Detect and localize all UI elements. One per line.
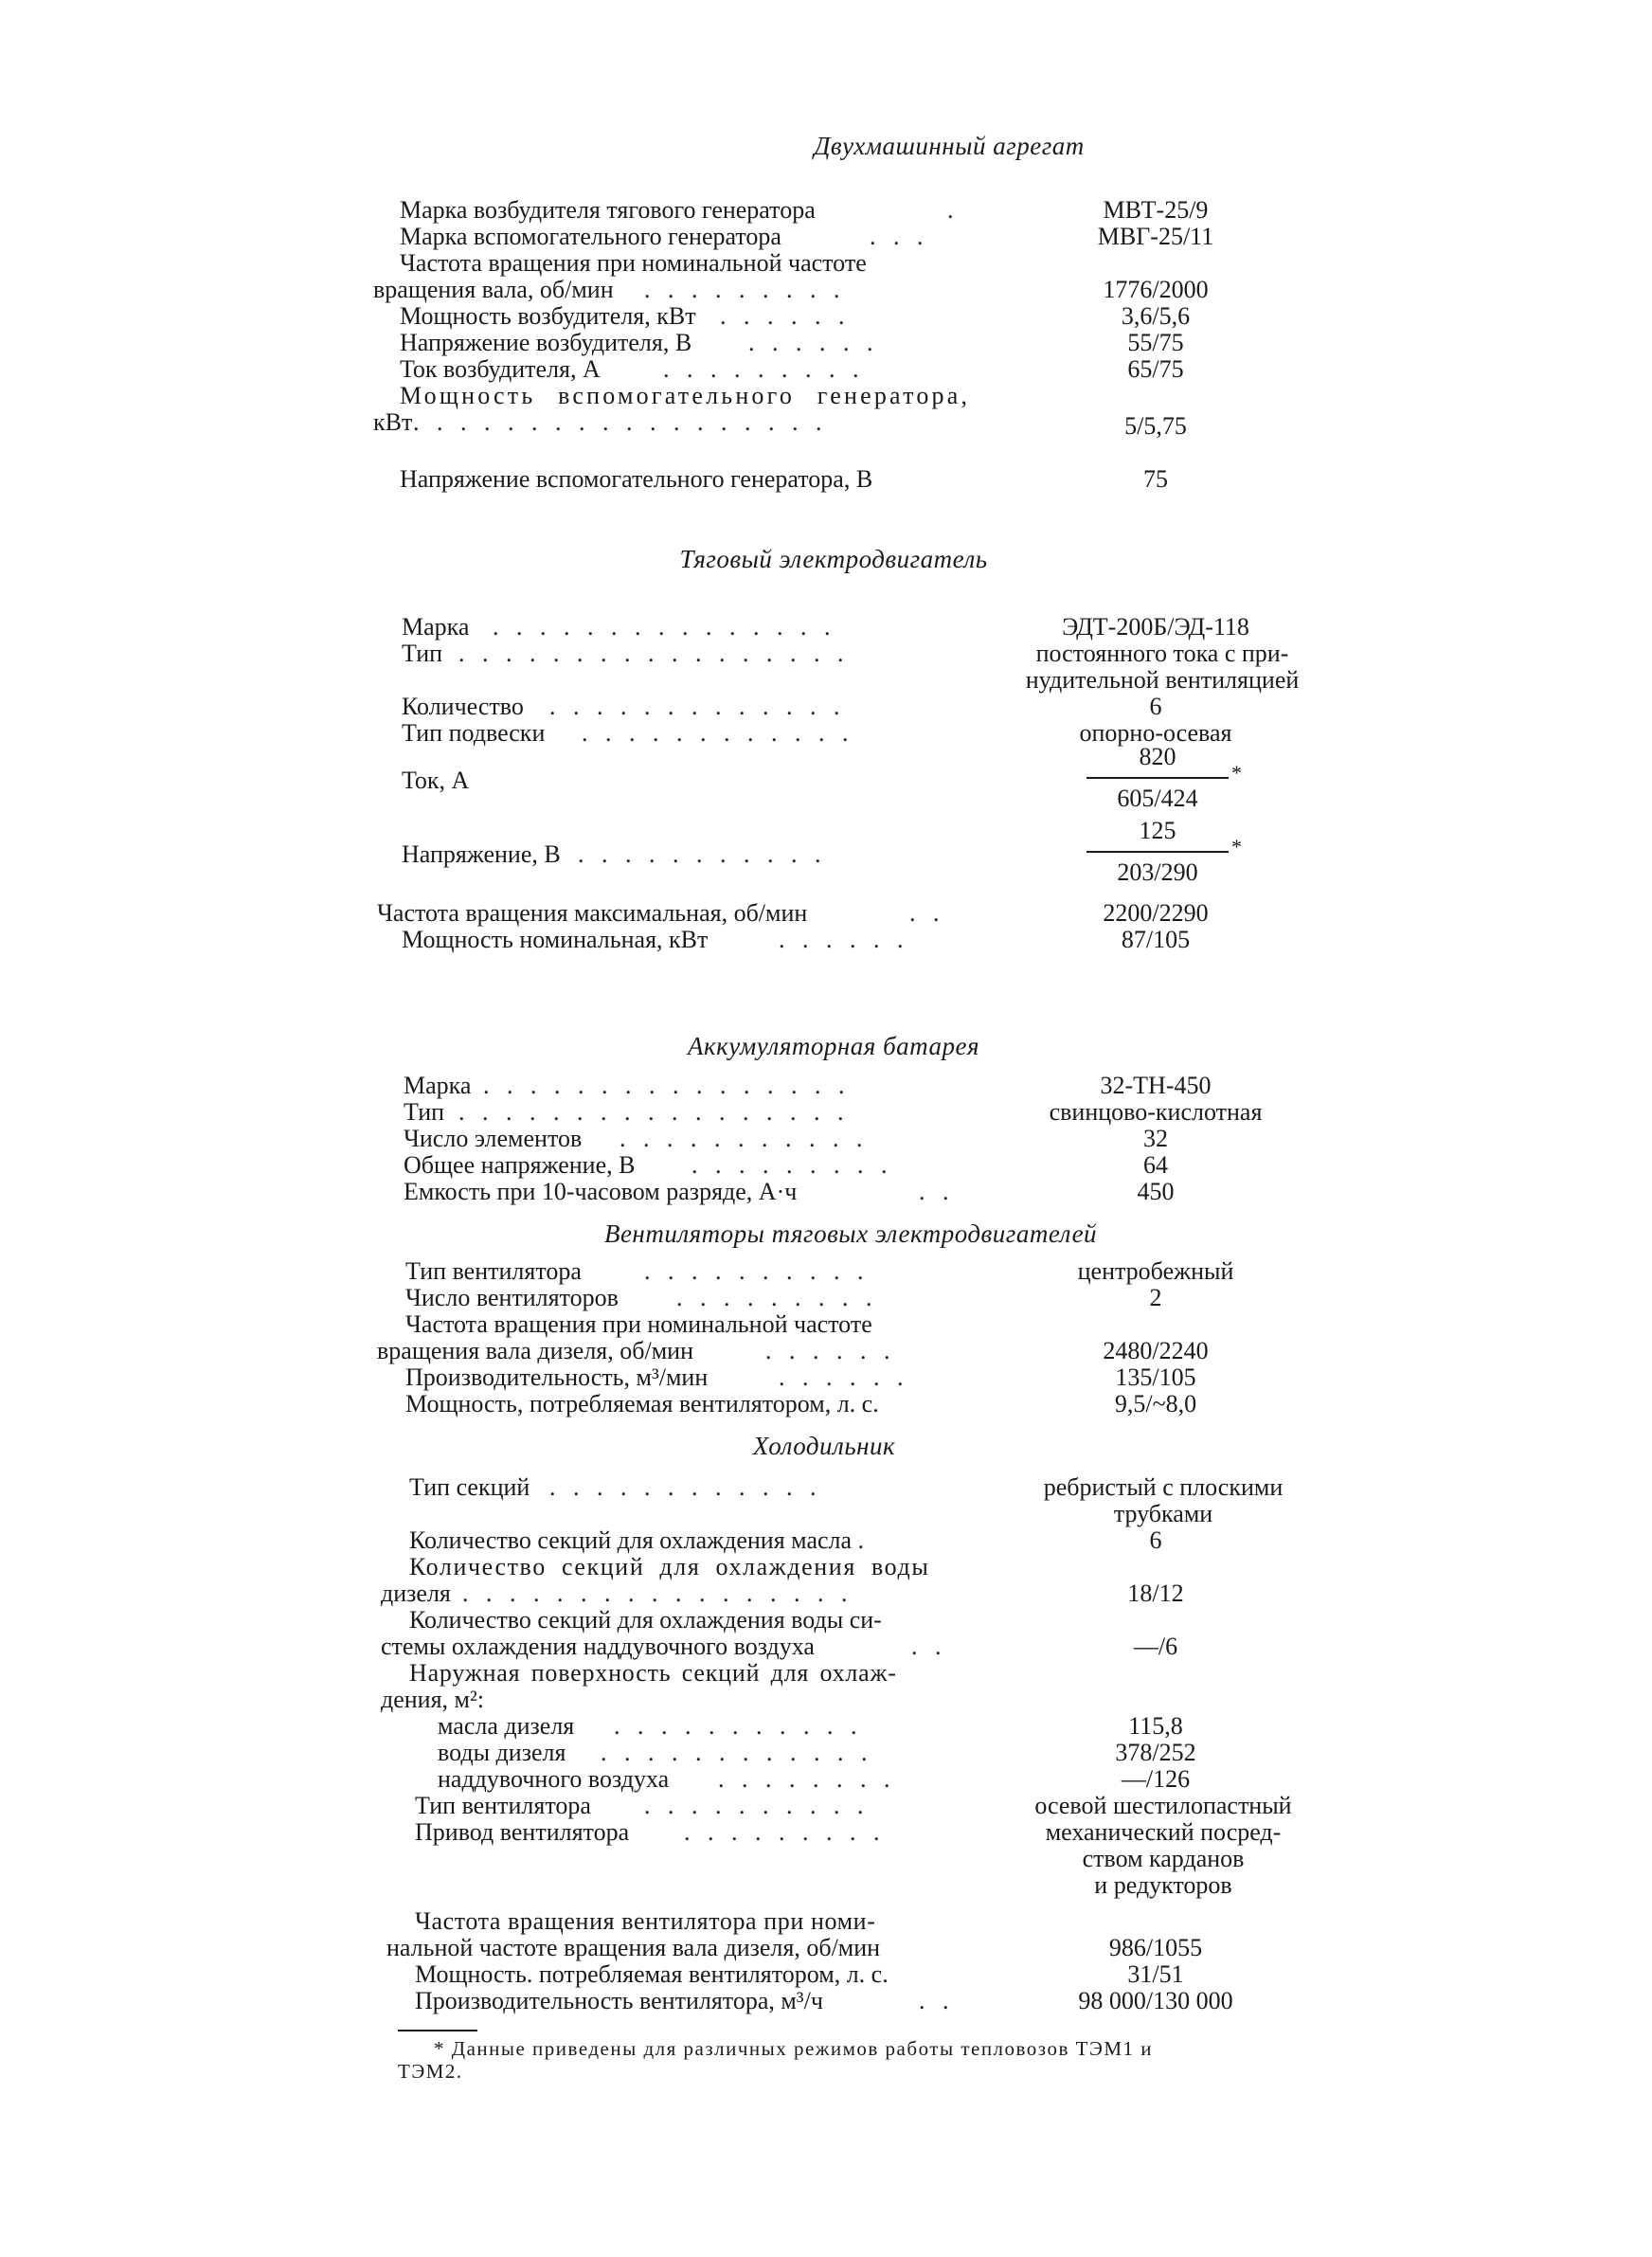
section-heading-traction-motor: Тяговый электродвигатель	[679, 545, 988, 573]
row-label-continued: нальной частоте вращения вала дизеля, об/мин	[386, 1934, 881, 1961]
dot-leader: . . . . . .	[779, 927, 909, 953]
dot-leader: . . . . . . . . . . . .	[582, 720, 854, 747]
dot-leader: . . . . . . . . .	[663, 356, 865, 383]
row-label: Количество секций для охлаждения масла .	[409, 1526, 865, 1554]
dot-leader: . . .	[870, 224, 929, 250]
dot-leader: . . . . . . . . .	[676, 1285, 878, 1311]
row-label: Мощность. потребляемая вентилятором, л. с.	[415, 1960, 889, 1988]
row-label: Частота вращения максимальная, об/мин	[377, 899, 808, 927]
row-label: Емкость при 10-часовом разряде, А·ч	[404, 1178, 798, 1205]
dot-leader: . . . . . . . . . . .	[620, 1126, 869, 1152]
row-value: свинцово-кислотная	[1049, 1098, 1263, 1126]
row-label-continued: вращения вала дизеля, об/мин	[377, 1337, 694, 1364]
dot-leader: . . . . . .	[765, 1338, 896, 1364]
row-value: центробежный	[1077, 1257, 1234, 1285]
row-value: 2	[1149, 1284, 1162, 1311]
row-label-indented: масла дизеля	[438, 1712, 575, 1740]
row-label-continued: кВт	[373, 408, 413, 436]
dot-leader: . . . . . .	[720, 303, 851, 330]
section-heading-motor-fans: Вентиляторы тяговых электродвигателей	[603, 1219, 1098, 1248]
dot-leader: . . . . . . . . . . . . . . . . . .	[413, 409, 828, 436]
fraction-numerator: 125	[1139, 817, 1176, 844]
row-value-continued: нудительной вентиляцией	[1025, 666, 1300, 694]
row-value: 87/105	[1121, 926, 1191, 953]
dot-leader: . . . . . . . . . .	[644, 1258, 870, 1285]
row-label: Число элементов	[404, 1125, 583, 1152]
dot-leader: . . . . . . . . .	[691, 1152, 893, 1179]
row-value: МВГ-25/11	[1097, 223, 1214, 250]
row-value: 450	[1137, 1178, 1175, 1205]
dot-leader: . . . . . . . . . . . . . . . . .	[458, 1099, 850, 1126]
row-value: 32	[1143, 1125, 1168, 1152]
row-value: 115,8	[1128, 1712, 1183, 1740]
dot-leader: . . . . . . . . . . .	[578, 841, 827, 868]
row-label: Привод вентилятора	[415, 1818, 630, 1846]
row-label: Мощность, потребляемая вентилятором, л. с.	[405, 1390, 879, 1417]
row-label: Мощность возбудителя, кВт	[400, 302, 696, 330]
row-value: 6	[1149, 693, 1162, 720]
row-value: 55/75	[1127, 329, 1184, 356]
row-label: Частота вращения вентилятора при номи-	[415, 1907, 876, 1935]
row-label-indented: наддувочного воздуха	[438, 1765, 670, 1793]
dot-leader: . . . . . .	[779, 1364, 909, 1391]
dot-leader: . .	[919, 1988, 955, 2014]
row-label-continued: стемы охлаждения наддувочного воздуха	[381, 1633, 815, 1660]
row-label: Ток возбудителя, А	[400, 355, 601, 383]
row-label: Количество	[402, 693, 524, 720]
row-label: Общее напряжение, В	[404, 1151, 636, 1179]
row-value: 1776/2000	[1103, 276, 1209, 303]
section-heading-radiator: Холодильник	[752, 1432, 896, 1460]
dot-leader: . . . . . . . . . . . . . . . . .	[458, 641, 850, 667]
row-value: 65/75	[1127, 355, 1184, 383]
row-label: Наружная поверхность секций для охлаж-	[409, 1659, 897, 1687]
row-label: Тип	[404, 1098, 445, 1126]
row-label: Напряжение вспомогательного генератора, В	[400, 465, 873, 493]
row-label: Тип секций	[409, 1473, 530, 1501]
row-value-continued: трубками	[1113, 1500, 1213, 1527]
row-value-continued: ством карданов	[1082, 1845, 1245, 1872]
row-label: Напряжение возбудителя, В	[400, 329, 692, 356]
fraction-denominator: 605/424	[1117, 785, 1198, 812]
row-value: 98 000/130 000	[1078, 1987, 1233, 2014]
row-value: 6	[1149, 1526, 1162, 1554]
footnote-mark: *	[1231, 761, 1242, 785]
row-value: ЭДТ-200Б/ЭД-118	[1062, 613, 1249, 641]
fraction-value-voltage	[1086, 815, 1242, 889]
row-label-indented: воды дизеля	[438, 1739, 566, 1766]
row-value-continued: и редукторов	[1094, 1871, 1232, 1899]
row-label: Тип подвески	[402, 719, 546, 747]
row-value: 378/252	[1115, 1739, 1196, 1766]
row-value: 2200/2290	[1103, 899, 1209, 927]
row-label: Количество секций для охлаждения воды	[409, 1553, 930, 1580]
dot-leader: . . . . . .	[748, 330, 879, 356]
row-value: постоянного тока с при-	[1035, 640, 1289, 667]
row-value: 3,6/5,6	[1121, 302, 1191, 330]
row-label-continued: дизеля	[381, 1580, 451, 1607]
row-value: 5/5,75	[1124, 412, 1187, 440]
row-label: Мощность номинальная, кВт	[402, 926, 709, 953]
dot-leader: . .	[909, 900, 945, 927]
fraction-bar	[1086, 777, 1229, 779]
row-label-continued: дения, м²:	[381, 1686, 485, 1713]
fraction-denominator: 203/290	[1117, 858, 1198, 886]
row-label: Тип	[402, 640, 443, 667]
dot-leader: . . . . . . . . . . . . . . .	[493, 614, 836, 641]
row-label-continued: вращения вала, об/мин	[373, 276, 614, 303]
dot-leader: . . . . . . . . . . . . . . . .	[483, 1073, 851, 1099]
row-value: опорно-осевая	[1079, 719, 1232, 747]
dot-leader: . . . . . . . .	[718, 1766, 896, 1793]
row-value: 31/51	[1127, 1960, 1184, 1988]
row-value: 9,5/~8,0	[1114, 1390, 1197, 1417]
dot-leader: . . . . . . . . . . .	[614, 1713, 863, 1740]
row-value: 75	[1143, 465, 1168, 493]
dot-leader: .	[947, 197, 960, 224]
fraction-value-current	[1086, 741, 1242, 815]
row-value: 2480/2240	[1103, 1337, 1209, 1364]
row-label: Марка вспомогательного генератора	[400, 223, 781, 250]
row-label: Частота вращения при номинальной частоте	[405, 1310, 872, 1338]
row-label: Марка	[404, 1072, 472, 1099]
row-label: Марка	[402, 613, 470, 641]
row-value: —/126	[1121, 1765, 1191, 1793]
row-label: Ток, А	[402, 767, 470, 794]
row-value: 986/1055	[1108, 1934, 1203, 1961]
row-value: механический посред-	[1045, 1818, 1282, 1846]
row-value: осевой шестилопастный	[1034, 1792, 1292, 1819]
row-label: Напряжение, В	[402, 840, 561, 868]
row-value: МВТ-25/9	[1103, 196, 1209, 224]
row-label: Частота вращения при номинальной частоте	[400, 249, 867, 277]
footnote-text: * Данные приведены для различных режимов работы тепловозов ТЭМ1 и	[434, 2037, 1153, 2060]
dot-leader: . . . . . . . . . . . .	[601, 1740, 873, 1766]
dot-leader: . . . . . . . . . . . . .	[549, 694, 846, 720]
dot-leader: . . . . . . . . .	[684, 1819, 886, 1846]
section-heading-battery: Аккумуляторная батарея	[687, 1032, 980, 1060]
row-value: 135/105	[1115, 1363, 1196, 1391]
dot-leader: . . . . . . . . . .	[644, 1793, 870, 1819]
row-label: Число вентиляторов	[405, 1284, 619, 1311]
fraction-numerator: 820	[1139, 743, 1176, 770]
row-value: —/6	[1133, 1633, 1178, 1660]
row-value: 18/12	[1127, 1580, 1184, 1607]
row-label: Производительность вентилятора, м³/ч	[415, 1987, 823, 2014]
row-label: Производительность, м³/мин	[405, 1363, 709, 1391]
row-label: Количество секций для охлаждения воды си-	[409, 1606, 882, 1634]
row-label: Марка возбудителя тягового генератора	[400, 196, 816, 224]
footnote-rule	[398, 2030, 477, 2031]
dot-leader: . . . . . . . . . . . .	[549, 1474, 822, 1501]
row-value: 32-ТН-450	[1100, 1072, 1212, 1099]
footnote-text-continued: ТЭМ2.	[398, 2060, 463, 2083]
row-label: Тип вентилятора	[405, 1257, 582, 1285]
row-label: Тип вентилятора	[415, 1792, 591, 1819]
row-value: ребристый с плоскими	[1043, 1473, 1284, 1501]
fraction-bar	[1086, 851, 1229, 853]
dot-leader: . .	[919, 1179, 955, 1205]
section-heading-generator-set: Двухмашинный агрегат	[814, 132, 1085, 160]
dot-leader: . .	[911, 1634, 947, 1660]
row-value: 64	[1143, 1151, 1168, 1179]
dot-leader: . . . . . . . . . . . . . . . . .	[462, 1580, 853, 1607]
row-label: Мощность вспомогательного генератора,	[400, 382, 971, 409]
footnote-mark: *	[1231, 835, 1242, 858]
dot-leader: . . . . . . . . .	[644, 277, 846, 303]
